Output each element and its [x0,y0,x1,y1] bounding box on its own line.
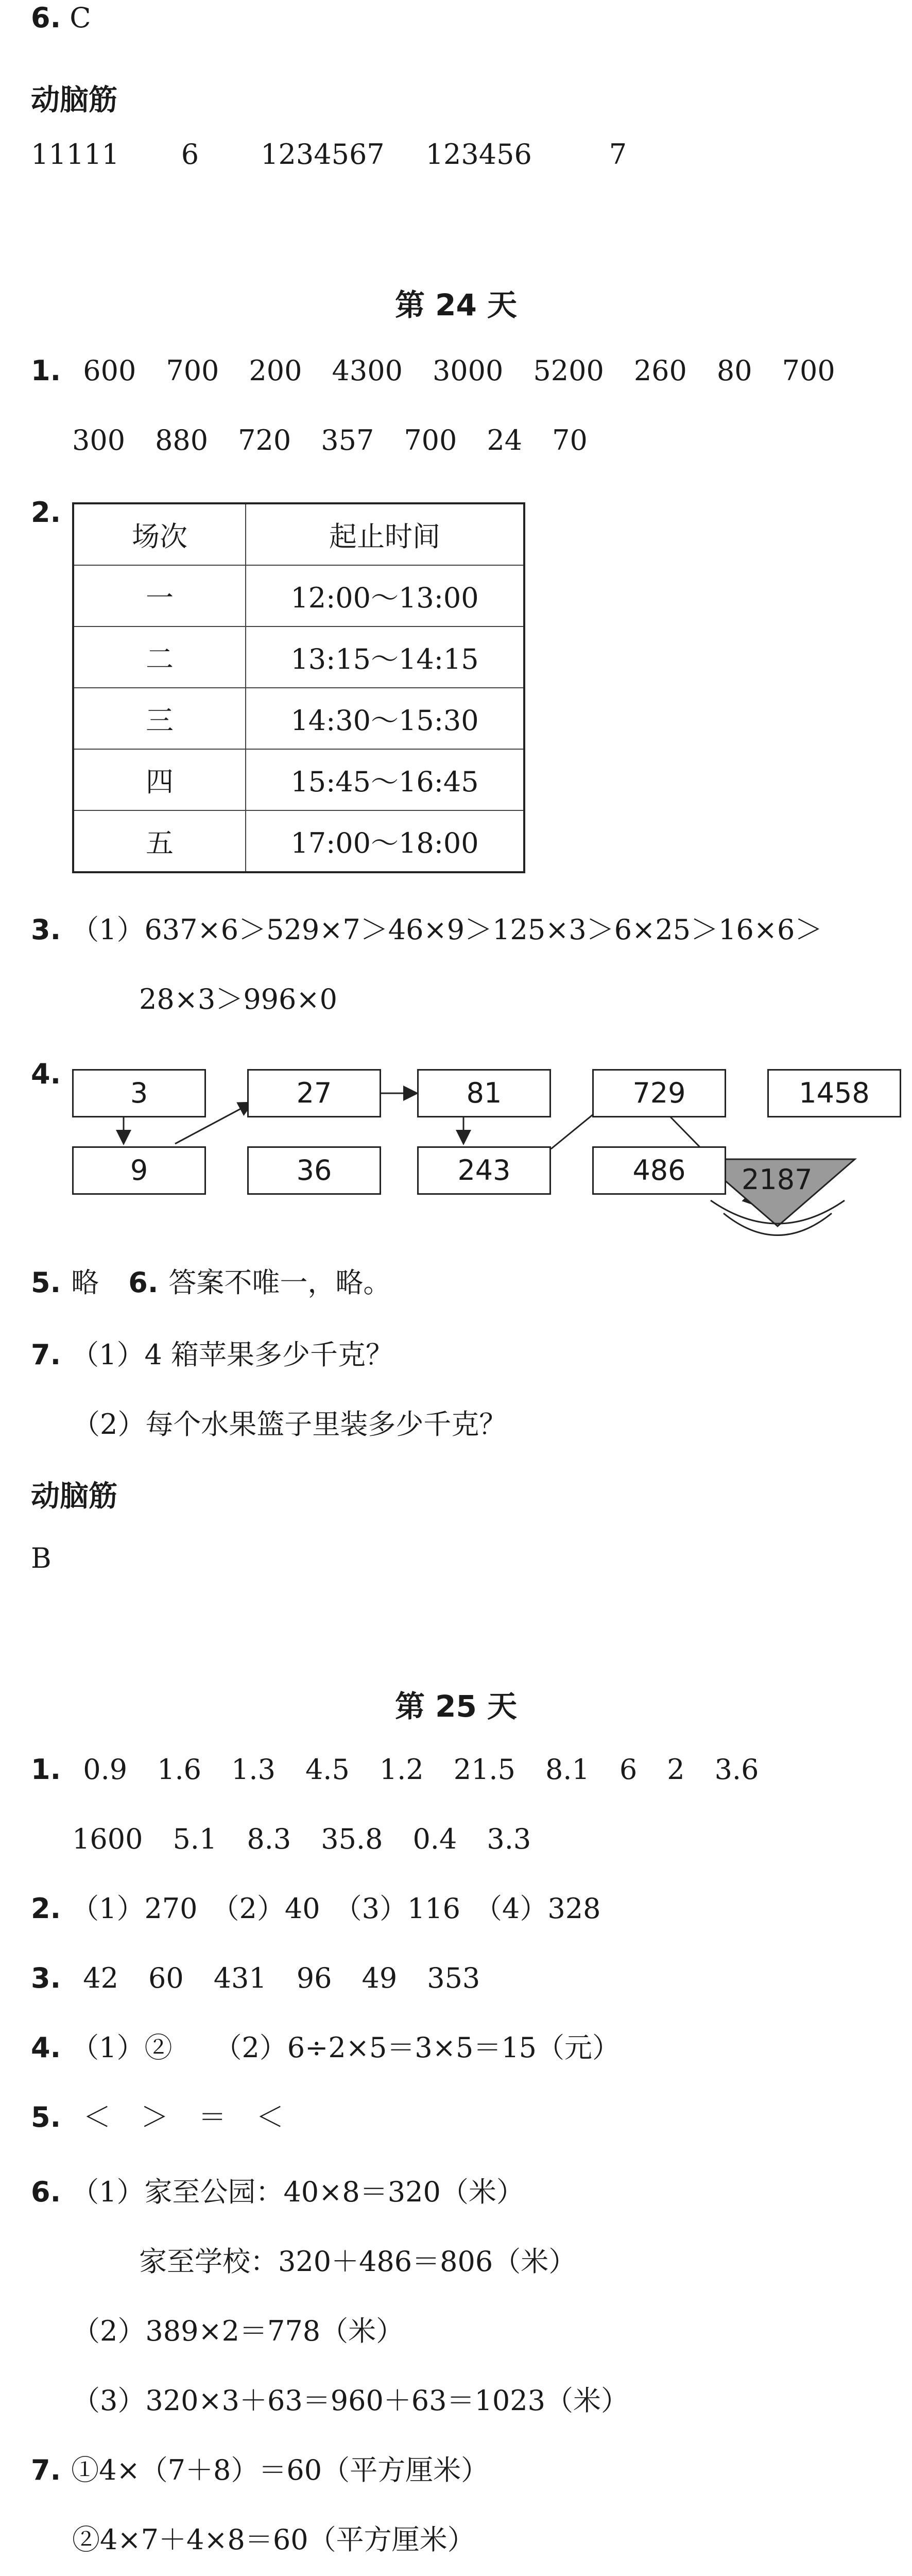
flow-box: 27 [247,1069,381,1117]
day25-q5: 5. ＜ ＞ ＝ ＜ [31,2101,284,2133]
fan-value: 2187 [742,1163,813,1196]
day24-q4-number: 4. [31,1058,61,1090]
day24-q2-number: 2. [31,496,61,529]
day25-title: 第 25 天 [394,1689,518,1724]
day25-q7-line1: 7. ①4×（7＋8）＝60（平方厘米） [31,2454,489,2486]
day25-q6-line1: 6. （1）家至公园：40×8＝320（米） [31,2176,524,2208]
q6-number: 6. [31,2,61,34]
day24-brain-title: 动脑筋 [31,1480,117,1513]
day24-q3-line1: 3. （1）637×6＞529×7＞46×9＞125×3＞6×25＞16×6＞ [31,913,823,946]
table-row: 一 12:00～13:00 [73,565,524,626]
day24-title: 第 24 天 [394,287,518,323]
day25-q2: 2. （1）270 （2）40 （3）116 （4）328 [31,1892,601,1925]
day25-q6-line3: （2）389×2＝778（米） [72,2315,404,2347]
flow-box: 81 [417,1069,551,1117]
day25-q1-row2: 1600 5.1 8.3 35.8 0.4 3.3 [72,1823,531,1855]
day24-q1-row1: 1. 600 700 200 4300 3000 5200 260 80 700 [31,354,835,387]
flow-box: 1458 [767,1069,901,1117]
day25-q3: 3. 42 60 431 96 49 353 [31,1962,480,1994]
q6-answer: C [70,2,91,34]
day25-q7-line2: ②4×7＋4×8＝60（平方厘米） [72,2523,475,2556]
day24-q7-line2: （2）每个水果篮子里装多少千克？ [72,1408,507,1440]
day24-q3-line2: 28×3＞996×0 [139,983,337,1015]
flow-box: 243 [417,1146,551,1195]
flow-box: 36 [247,1146,381,1195]
day24-q7-line1: 7. （1）4 箱苹果多少千克？ [31,1338,393,1371]
table-row: 二 13:15～14:15 [73,626,524,688]
day24-q1-row2: 300 880 720 357 700 24 70 [72,424,588,456]
brain-teaser-title: 动脑筋 [31,83,117,117]
table-row: 三 14:30～15:30 [73,688,524,749]
table-row: 五 17:00～18:00 [73,810,524,872]
day25-q1-row1: 1. 0.9 1.6 1.3 4.5 1.2 21.5 8.1 6 2 3.6 [31,1753,759,1786]
flow-box: 9 [72,1146,206,1195]
flow-box: 486 [592,1146,726,1195]
day25-q4: 4. （1）② （2）6÷2×5＝3×5＝15（元） [31,2031,621,2064]
day24-q5-q6: 5. 略 6. 答案不唯一，略。 [31,1266,391,1299]
day25-q6-line2: 家至学校：320＋486＝806（米） [139,2245,577,2278]
flow-box: 3 [72,1069,206,1117]
flow-box: 729 [592,1069,726,1117]
day24-brain-answer: B [31,1542,51,1574]
table-header-row: 场次 起止时间 [73,503,524,565]
day25-q6-line4: （3）320×3＋63＝960＋63＝1023（米） [72,2384,629,2417]
table-row: 四 15:45～16:45 [73,749,524,810]
brain-teaser-values: 11111 6 1234567 123456 7 [31,138,627,171]
